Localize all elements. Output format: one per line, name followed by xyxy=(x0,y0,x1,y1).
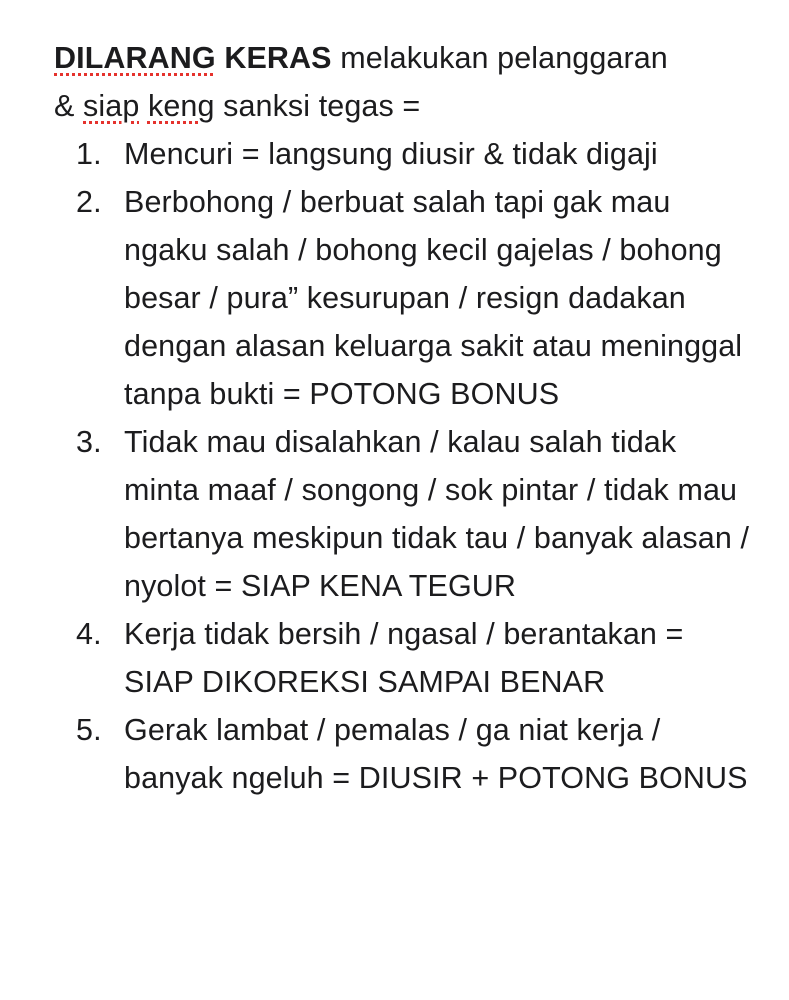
intro-bold-word-dilarang: DILARANG xyxy=(54,41,216,75)
list-item-text: Berbohong / berbuat salah tapi gak mau ngaku salah / bohong kecil gajelas / bohong besar / pura” kesurupan / resign dadakan dengan alasan keluarga sakit atau meninggal tanpa bukti = POTONG BONUS xyxy=(124,185,743,411)
list-item-number: 2. xyxy=(76,185,102,219)
list-item-text: Tidak mau disalahkan / kalau salah tidak minta maaf / songong / sok pintar / tidak mau bertanya meskipun tidak tau / banyak alasan / nyolot = SIAP KENA TEGUR xyxy=(124,425,750,603)
list-item-number: 5. xyxy=(76,713,102,747)
list-item-text: Kerja tidak bersih / ngasal / berantakan = SIAP DIKOREKSI SAMPAI BENAR xyxy=(124,617,684,699)
intro-text: melakukan pelanggaran xyxy=(340,41,668,75)
list-item-text: Mencuri = langsung diusir & tidak digaji xyxy=(124,137,658,171)
intro-text-end: sanksi tegas = xyxy=(223,89,421,123)
list-item xyxy=(54,130,754,178)
intro-word-keng: keng xyxy=(147,89,215,123)
list-item xyxy=(54,610,754,706)
list-item-text: Gerak lambat / pemalas / ga niat kerja / banyak ngeluh = DIUSIR + POTONG BONUS xyxy=(124,713,748,795)
intro-ampersand: & xyxy=(54,89,75,123)
list-item-number: 3. xyxy=(76,425,102,459)
note-body xyxy=(54,34,754,802)
list-item xyxy=(54,418,754,610)
rules-list xyxy=(54,130,754,802)
list-item-number: 1. xyxy=(76,137,102,171)
intro-word-siap: siap xyxy=(83,89,140,123)
list-item xyxy=(54,178,754,418)
list-item xyxy=(54,706,754,802)
list-item-number: 4. xyxy=(76,617,102,651)
intro-bold-word-keras: KERAS xyxy=(224,41,332,75)
intro-paragraph xyxy=(54,34,754,130)
